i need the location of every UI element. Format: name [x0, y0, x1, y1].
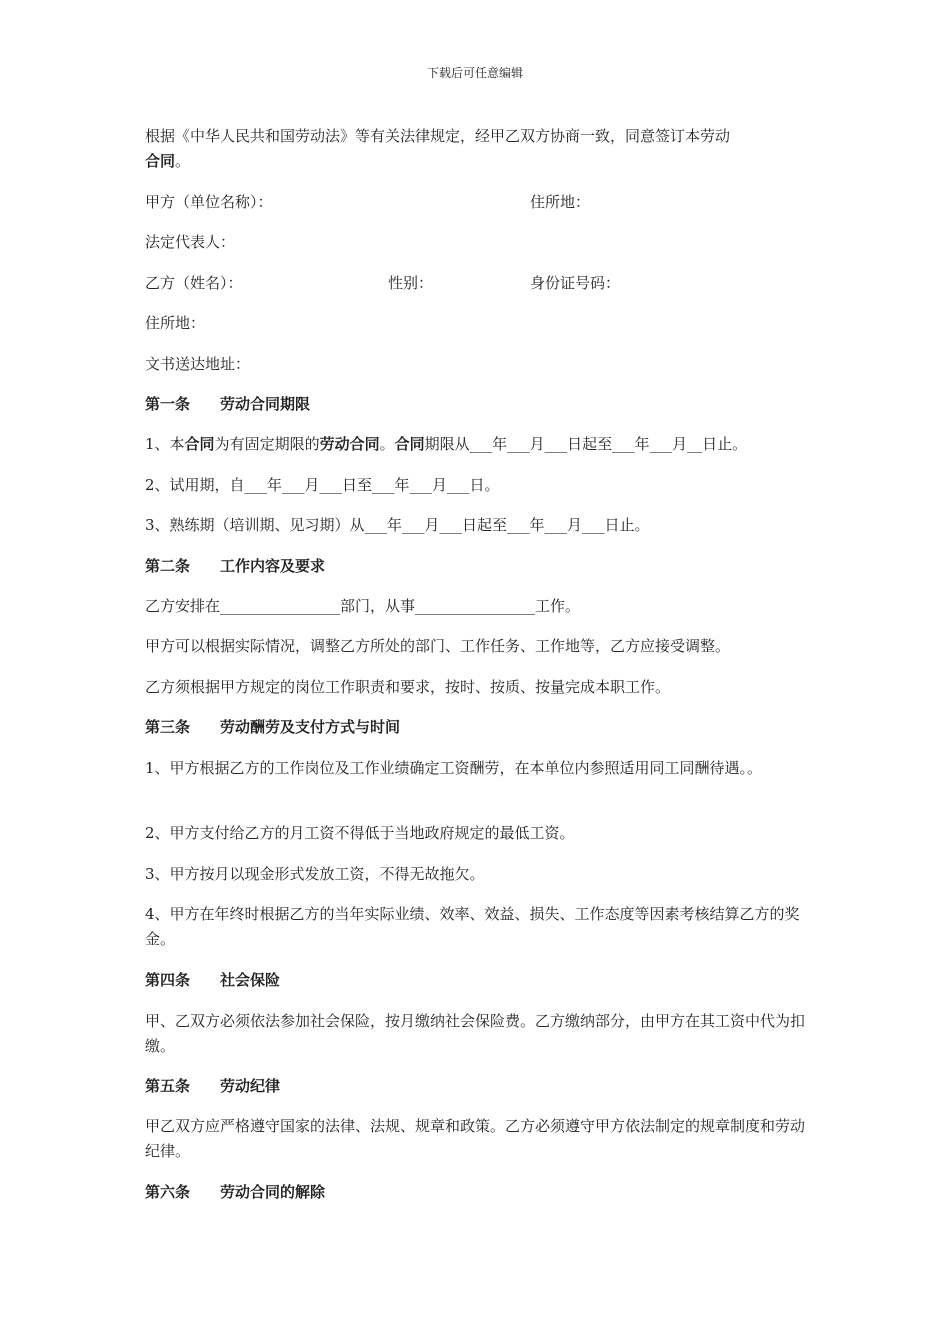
clause-bold: 合同: [184, 435, 215, 453]
intro-text: 根据《中华人民共和国劳动法》等有关法律规定，经甲乙双方协商一致，同意签订本劳动: [145, 127, 731, 145]
clause-text: 为有固定期限的: [214, 435, 320, 453]
article-1-number: 第一条: [145, 395, 191, 413]
article-2-para-1: 乙方安排在________________部门，从事________________工作。: [145, 597, 581, 615]
party-a-line: [145, 190, 810, 215]
article-5-para-1: 甲乙双方应严格遵守国家的法律、法规、规章和政策。乙方必须遵守甲方依法制定的规章制度和劳动纪律。: [145, 1117, 806, 1160]
party-b-line: [145, 271, 810, 296]
article-5-number: 第五条: [145, 1077, 191, 1095]
article-2-para-3: 乙方须根据甲方规定的岗位工作职责和要求，按时、按质、按量完成本职工作。: [145, 678, 671, 696]
intro-paragraph: [145, 124, 810, 174]
article-3-clause-3: 3、甲方按月以现金形式发放工资，不得无故拖欠。: [145, 865, 485, 883]
party-b-name-label: 乙方（姓名）：: [145, 274, 243, 292]
party-b-gender-label: 性别：: [388, 274, 434, 292]
article-3-clause-1: 1、甲方根据乙方的工作岗位及工作业绩确定工资酬劳，在本单位内参照适用同工同酬待遇。。: [145, 759, 763, 777]
article-3-clause-4: 4、甲方在年终时根据乙方的当年实际业绩、效率、效益、损失、工作态度等因素考核结算乙方的奖金。: [145, 905, 800, 948]
clause-bold: 合同: [394, 435, 425, 453]
party-b-address-label: 住所地：: [145, 314, 206, 332]
legal-rep-label: 法定代表人：: [145, 233, 236, 251]
article-3-number: 第三条: [145, 718, 191, 736]
clause-bold: 劳动合同: [319, 435, 380, 453]
article-2-title: 工作内容及要求: [220, 557, 326, 575]
clause-text: 1、本: [145, 435, 185, 453]
article-4-title: 社会保险: [220, 971, 281, 989]
article-1-title: 劳动合同期限: [220, 395, 311, 413]
article-5-title: 劳动纪律: [220, 1077, 281, 1095]
article-6-title: 劳动合同的解除: [220, 1183, 326, 1201]
article-2-heading: [145, 554, 810, 579]
article-6-number: 第六条: [145, 1183, 191, 1201]
article-4-para-1: 甲、乙双方必须依法参加社会保险，按月缴纳社会保险费。乙方缴纳部分，由甲方在其工资中代为扣缴。: [145, 1012, 806, 1055]
article-3-title: 劳动酬劳及支付方式与时间: [220, 718, 401, 736]
doc-address-label: 文书送达地址：: [145, 355, 251, 373]
clause-text: 。: [379, 435, 395, 453]
article-6-heading: [145, 1180, 810, 1205]
article-2-para-2: 甲方可以根据实际情况，调整乙方所处的部门、工作任务、工作地等，乙方应接受调整。: [145, 637, 731, 655]
article-3-heading: [145, 715, 810, 740]
party-b-id-label: 身份证号码：: [530, 274, 621, 292]
article-1-clause-3: 3、熟练期（培训期、见习期）从___年___月___日起至___年___月___日止。: [145, 516, 650, 534]
article-5-heading: [145, 1074, 810, 1099]
party-a-name-label: 甲方（单位名称）：: [145, 193, 273, 211]
clause-text: 期限从___年___月___日起至___年___月__日止。: [424, 435, 748, 453]
article-1-clause-2: 2、试用期，自___年___月___日至___年___月___日。: [145, 476, 500, 494]
article-1-clause-1: [145, 432, 810, 457]
article-4-number: 第四条: [145, 971, 191, 989]
article-3-clause-2: 2、甲方支付给乙方的月工资不得低于当地政府规定的最低工资。: [145, 824, 575, 842]
page-header: 下载后可任意编辑: [426, 66, 523, 80]
article-4-heading: [145, 968, 810, 993]
article-2-number: 第二条: [145, 557, 191, 575]
article-1-heading: [145, 392, 810, 417]
party-a-address-label: 住所地：: [530, 193, 591, 211]
intro-end: 。: [175, 152, 191, 170]
intro-bold-tail: 合同: [145, 152, 176, 170]
